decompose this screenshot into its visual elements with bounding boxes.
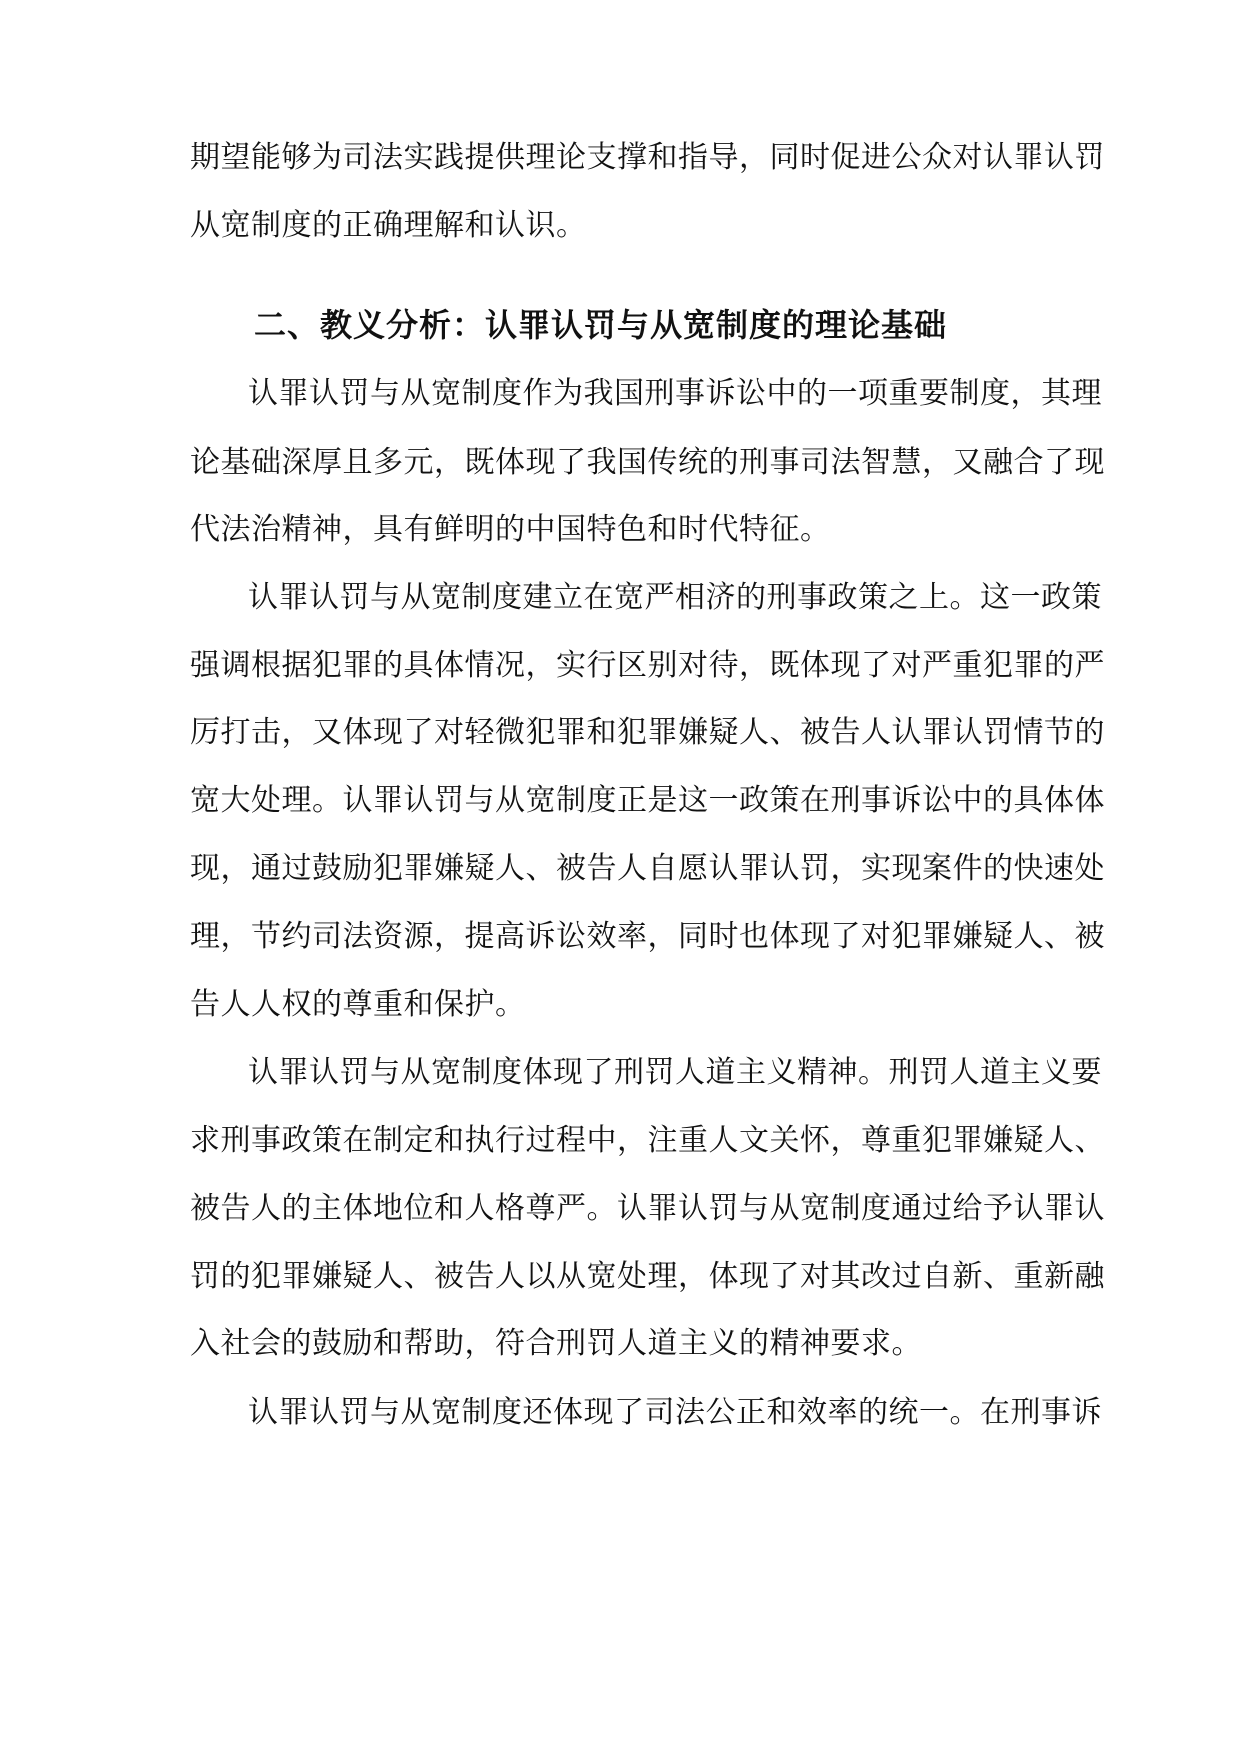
paragraph-1-line-3: 代法治精神，具有鲜明的中国特色和时代特征。 [190,512,831,547]
paragraph-3-line-3: 被告人的主体地位和人格尊严。认罪认罚与从宽制度通过给予认罪认 [190,1191,1105,1226]
paragraph-3-line-1: 认罪认罚与从宽制度体现了刑罚人道主义精神。刑罚人道主义要 [248,1055,1102,1090]
paragraph-2-line-6: 理，节约司法资源，提高诉讼效率，同时也体现了对犯罪嫌疑人、被 [190,919,1105,954]
paragraph-3-line-2: 求刑事政策在制定和执行过程中，注重人文关怀，尊重犯罪嫌疑人、 [190,1123,1105,1158]
paragraph-2-line-1: 认罪认罚与从宽制度建立在宽严相济的刑事政策之上。这一政策 [248,580,1102,615]
paragraph-4-line-1: 认罪认罚与从宽制度还体现了司法公正和效率的统一。在刑事诉 [248,1395,1102,1430]
intro-line-1: 期望能够为司法实践提供理论支撑和指导，同时促进公众对认罪认罚 [190,140,1105,175]
paragraph-3-line-4: 罚的犯罪嫌疑人、被告人以从宽处理，体现了对其改过自新、重新融 [190,1259,1105,1294]
intro-line-2: 从宽制度的正确理解和认识。 [190,208,587,243]
paragraph-2-line-5: 现，通过鼓励犯罪嫌疑人、被告人自愿认罪认罚，实现案件的快速处 [190,851,1105,886]
paragraph-2-line-7: 告人人权的尊重和保护。 [190,987,526,1022]
section-heading: 二、教义分析：认罪认罚与从宽制度的理论基础 [254,306,948,344]
paragraph-2-line-4: 宽大处理。认罪认罚与从宽制度正是这一政策在刑事诉讼中的具体体 [190,783,1105,818]
paragraph-1-line-1: 认罪认罚与从宽制度作为我国刑事诉讼中的一项重要制度，其理 [248,376,1102,411]
paragraph-3-line-5: 入社会的鼓励和帮助，符合刑罚人道主义的精神要求。 [190,1326,922,1361]
paragraph-2-line-3: 厉打击，又体现了对轻微犯罪和犯罪嫌疑人、被告人认罪认罚情节的 [190,715,1105,750]
paragraph-1-line-2: 论基础深厚且多元，既体现了我国传统的刑事司法智慧，又融合了现 [190,445,1105,480]
paragraph-2-line-2: 强调根据犯罪的具体情况，实行区别对待，既体现了对严重犯罪的严 [190,648,1105,683]
